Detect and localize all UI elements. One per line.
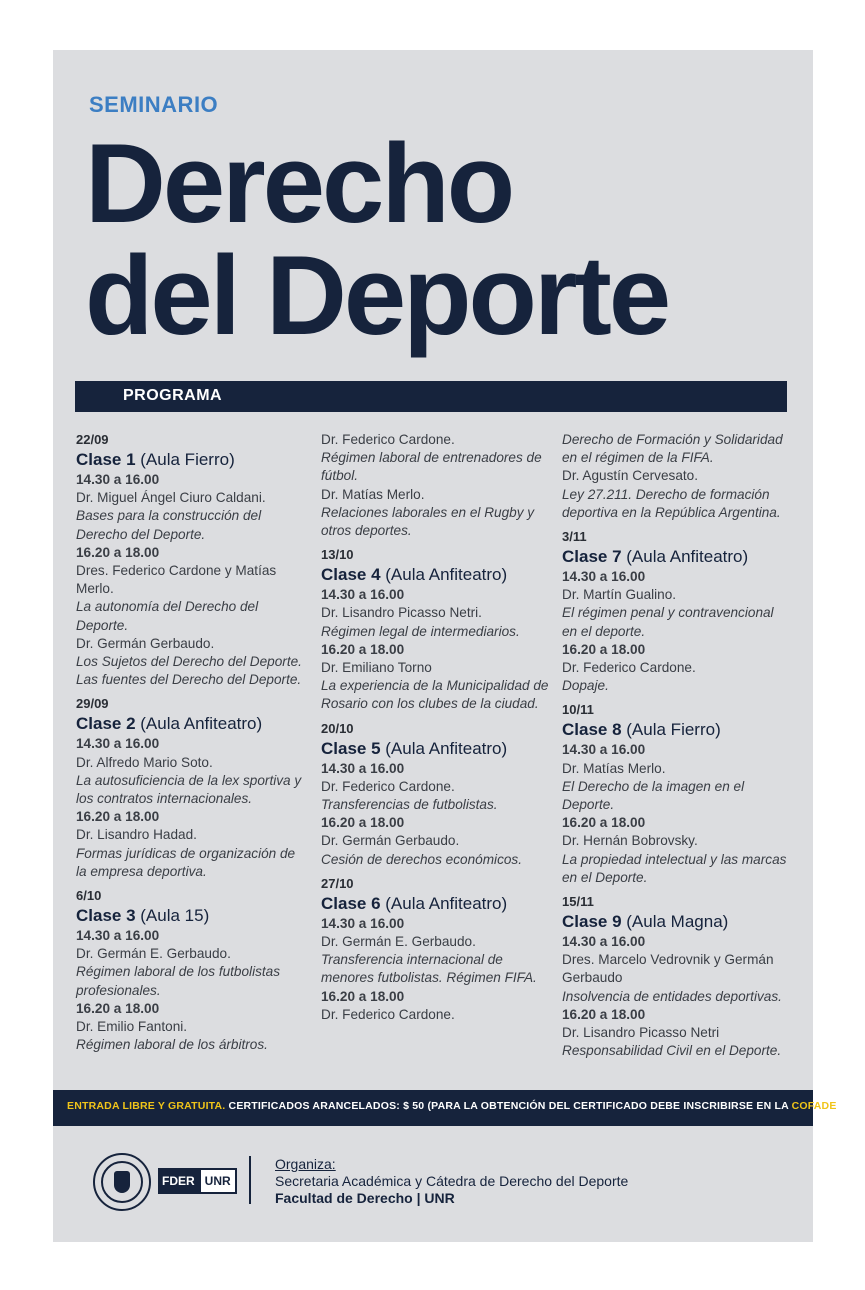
speaker-name: Dr. Hernán Bobrovsky. bbox=[562, 833, 698, 849]
class-number: Clase 9 bbox=[562, 912, 622, 932]
topic-text: La autonomía del Derecho del Deporte. bbox=[76, 599, 259, 633]
topic-text: La experiencia de la Municipalidad de Rosario con los clubes de la ciudad. bbox=[321, 678, 549, 712]
session-date: 15/11 bbox=[562, 894, 594, 910]
session-date: 6/10 bbox=[76, 888, 102, 904]
class-number: Clase 4 bbox=[321, 565, 381, 585]
class-number: Clase 2 bbox=[76, 714, 136, 734]
program-column-1 bbox=[76, 431, 306, 1054]
speaker-name: Dr. Emiliano Torno bbox=[321, 660, 432, 676]
session-date: 27/10 bbox=[321, 875, 354, 891]
topic-text: Formas jurídicas de organización de la empresa deportiva. bbox=[76, 845, 296, 879]
topic-text: El Derecho de la imagen en el Deporte. bbox=[562, 778, 745, 813]
class-room: (Aula Anfiteatro) bbox=[380, 738, 508, 758]
class-number: Clase 3 bbox=[76, 906, 136, 926]
session-time: 16.20 a 18.00 bbox=[562, 1006, 646, 1022]
session-time: 14.30 a 16.00 bbox=[321, 915, 405, 931]
session-time: 14.30 a 16.00 bbox=[321, 760, 405, 776]
class-room: (Aula Fierro) bbox=[135, 450, 235, 469]
topic-text: La autosuficiencia de la lex sportiva y los contratos internacionales. bbox=[76, 772, 302, 807]
topic-text: Régimen laboral de los futbolistas profesionales. bbox=[76, 964, 281, 998]
program-column-3 bbox=[562, 431, 792, 1060]
class-room: (Aula Anfiteatro) bbox=[621, 547, 749, 567]
session-date: 3/11 bbox=[562, 529, 587, 545]
speaker-name: Dr. Lisandro Picasso Netri. bbox=[321, 605, 482, 621]
session-time: 16.20 a 18.00 bbox=[76, 1000, 160, 1016]
class-number: Clase 1 bbox=[76, 450, 136, 469]
topic-text: Transferencia internacional de menores futbolistas. Régimen FIFA. bbox=[321, 952, 537, 986]
topic-text: Ley 27.211. Derecho de formación deportiva en la República Argentina. bbox=[562, 486, 781, 520]
topic-text: Transferencias de futbolistas. bbox=[321, 797, 498, 813]
speaker-name: Dres. Federico Cardone y Matías Merlo. bbox=[76, 563, 277, 597]
unr-seal-logo bbox=[93, 1153, 151, 1211]
speaker-name: Dr. Federico Cardone. bbox=[321, 1006, 455, 1022]
speaker-name: Dres. Marcelo Vedrovnik y Germán Gerbaudo bbox=[562, 952, 774, 986]
session-time: 16.20 a 18.00 bbox=[76, 544, 160, 560]
program-column-2 bbox=[321, 431, 551, 1024]
session-time: 14.30 a 16.00 bbox=[562, 742, 646, 758]
footer-text bbox=[67, 1100, 840, 1112]
topic-text: Bases para la construcción del Derecho del Deporte. bbox=[76, 508, 262, 542]
session-time: 14.30 a 16.00 bbox=[562, 569, 646, 585]
class-number: Clase 5 bbox=[321, 738, 381, 758]
class-room: (Aula Anfiteatro) bbox=[380, 893, 508, 913]
speaker-name: Dr. Germán E. Gerbaudo. bbox=[76, 946, 231, 962]
session-time: 16.20 a 18.00 bbox=[562, 641, 646, 657]
speaker-name: Dr. Emilio Fantoni. bbox=[76, 1019, 188, 1035]
session-time: 14.30 a 16.00 bbox=[76, 472, 160, 487]
class-room: (Aula 15) bbox=[135, 906, 210, 926]
session-class-title bbox=[321, 893, 551, 915]
session-class-title bbox=[562, 546, 792, 568]
session-time: 16.20 a 18.00 bbox=[562, 815, 646, 831]
divider bbox=[249, 1156, 251, 1204]
fder-unr-logo bbox=[158, 1168, 237, 1194]
programa-band bbox=[75, 381, 787, 412]
session-date: 22/09 bbox=[76, 432, 109, 447]
session-date: 29/09 bbox=[76, 696, 109, 712]
topic-text: Derecho de Formación y Solidaridad en el régimen de la FIFA. bbox=[562, 432, 783, 466]
topic-text: Relaciones laborales en el Rugby y otros deportes. bbox=[321, 504, 535, 539]
session-date: 13/10 bbox=[321, 547, 354, 563]
topic-text: Cesión de derechos económicos. bbox=[321, 851, 522, 867]
session-class-title bbox=[76, 905, 306, 927]
session-class-title bbox=[76, 713, 306, 735]
session-class-title bbox=[321, 738, 551, 760]
speaker-name: Dr. Lisandro Picasso Netri bbox=[562, 1025, 720, 1041]
programa-label: PROGRAMA bbox=[123, 387, 223, 404]
organizer-line-1: Secretaria Académica y Cátedra de Derecho del Deporte bbox=[275, 1173, 629, 1189]
footer-band bbox=[53, 1090, 841, 1126]
speaker-name: Dr. Germán Gerbaudo. bbox=[321, 833, 460, 849]
speaker-name: Dr. Alfredo Mario Soto. bbox=[76, 754, 213, 770]
speaker-name: Dr. Federico Cardone. bbox=[321, 432, 455, 447]
organizer-line-2: Facultad de Derecho | UNR bbox=[275, 1190, 455, 1206]
speaker-name: Dr. Martín Gualino. bbox=[562, 587, 677, 603]
speaker-name: Dr. Germán E. Gerbaudo. bbox=[321, 934, 476, 950]
certificate-text: CERTIFICADOS ARANCELADOS: $ 50 (PARA LA OBTENCIÓN DEL CERTIFICADO DEBE INSCRIBIRSE EN LA bbox=[225, 1100, 792, 1112]
session-time: 14.30 a 16.00 bbox=[562, 934, 646, 950]
kicker-seminario: SEMINARIO bbox=[89, 92, 219, 117]
title-line-2: del Deporte bbox=[85, 233, 669, 358]
speaker-name: Dr. Matías Merlo. bbox=[562, 760, 666, 776]
session-class-title bbox=[76, 449, 306, 471]
class-number: Clase 8 bbox=[562, 720, 622, 740]
session-date: 20/10 bbox=[321, 720, 354, 736]
class-room: (Aula Magna) bbox=[621, 912, 729, 932]
speaker-name: Dr. Miguel Ángel Ciuro Caldani. bbox=[76, 490, 266, 506]
speaker-name: Dr. Federico Cardone. bbox=[321, 778, 455, 794]
organizer-label: Organiza: bbox=[275, 1156, 336, 1172]
session-time: 14.30 a 16.00 bbox=[76, 928, 160, 944]
unr-logo-text: UNR bbox=[199, 1168, 237, 1194]
session-time: 14.30 a 16.00 bbox=[76, 736, 160, 752]
topic-text: La propiedad intelectual y las marcas en el Deporte. bbox=[562, 851, 787, 885]
title-line-1: Derecho bbox=[85, 121, 513, 246]
free-entry-text: ENTRADA LIBRE Y GRATUITA. bbox=[67, 1100, 226, 1112]
topic-text: Insolvencia de entidades deportivas. bbox=[562, 988, 782, 1004]
speaker-name: Dr. Lisandro Hadad. bbox=[76, 827, 197, 843]
topic-text: Régimen laboral de entrenadores de fútbol. bbox=[321, 450, 542, 484]
topic-text: Los Sujetos del Derecho del Deporte. Las fuentes del Derecho del Deporte. bbox=[76, 654, 302, 688]
cofade-text: COFADE bbox=[791, 1100, 837, 1112]
fder-logo-text: FDER bbox=[158, 1168, 199, 1194]
session-time: 14.30 a 16.00 bbox=[321, 587, 405, 603]
speaker-name: Dr. Matías Merlo. bbox=[321, 486, 425, 502]
class-room: (Aula Anfiteatro) bbox=[135, 714, 263, 734]
poster bbox=[53, 50, 841, 1242]
session-class-title bbox=[562, 719, 792, 741]
session-time: 16.20 a 18.00 bbox=[321, 815, 405, 831]
session-class-title bbox=[562, 911, 792, 933]
footer-close: ) bbox=[836, 1100, 841, 1112]
topic-text: El régimen penal y contravencional en el deporte. bbox=[562, 605, 774, 639]
class-room: (Aula Anfiteatro) bbox=[380, 565, 508, 585]
session-class-title bbox=[321, 564, 551, 586]
class-number: Clase 7 bbox=[562, 547, 622, 567]
class-room: (Aula Fierro) bbox=[621, 720, 721, 740]
session-time: 16.20 a 18.00 bbox=[321, 641, 405, 657]
organizer-block bbox=[275, 1156, 628, 1207]
class-number: Clase 6 bbox=[321, 893, 381, 913]
topic-text: Dopaje. bbox=[562, 678, 609, 694]
session-date: 10/11 bbox=[562, 702, 594, 718]
speaker-name: Dr. Federico Cardone. bbox=[562, 660, 696, 676]
page-title bbox=[85, 121, 669, 358]
session-time: 16.20 a 18.00 bbox=[76, 809, 160, 825]
topic-text: Régimen legal de intermediarios. bbox=[321, 623, 520, 639]
speaker-name: Dr. Germán Gerbaudo. bbox=[76, 635, 215, 651]
seal-torch-icon bbox=[114, 1171, 130, 1193]
topic-text: Régimen laboral de los árbitros. bbox=[76, 1037, 268, 1053]
session-time: 16.20 a 18.00 bbox=[321, 988, 405, 1004]
topic-text: Responsabilidad Civil en el Deporte. bbox=[562, 1043, 782, 1059]
speaker-name: Dr. Agustín Cervesato. bbox=[562, 468, 699, 484]
